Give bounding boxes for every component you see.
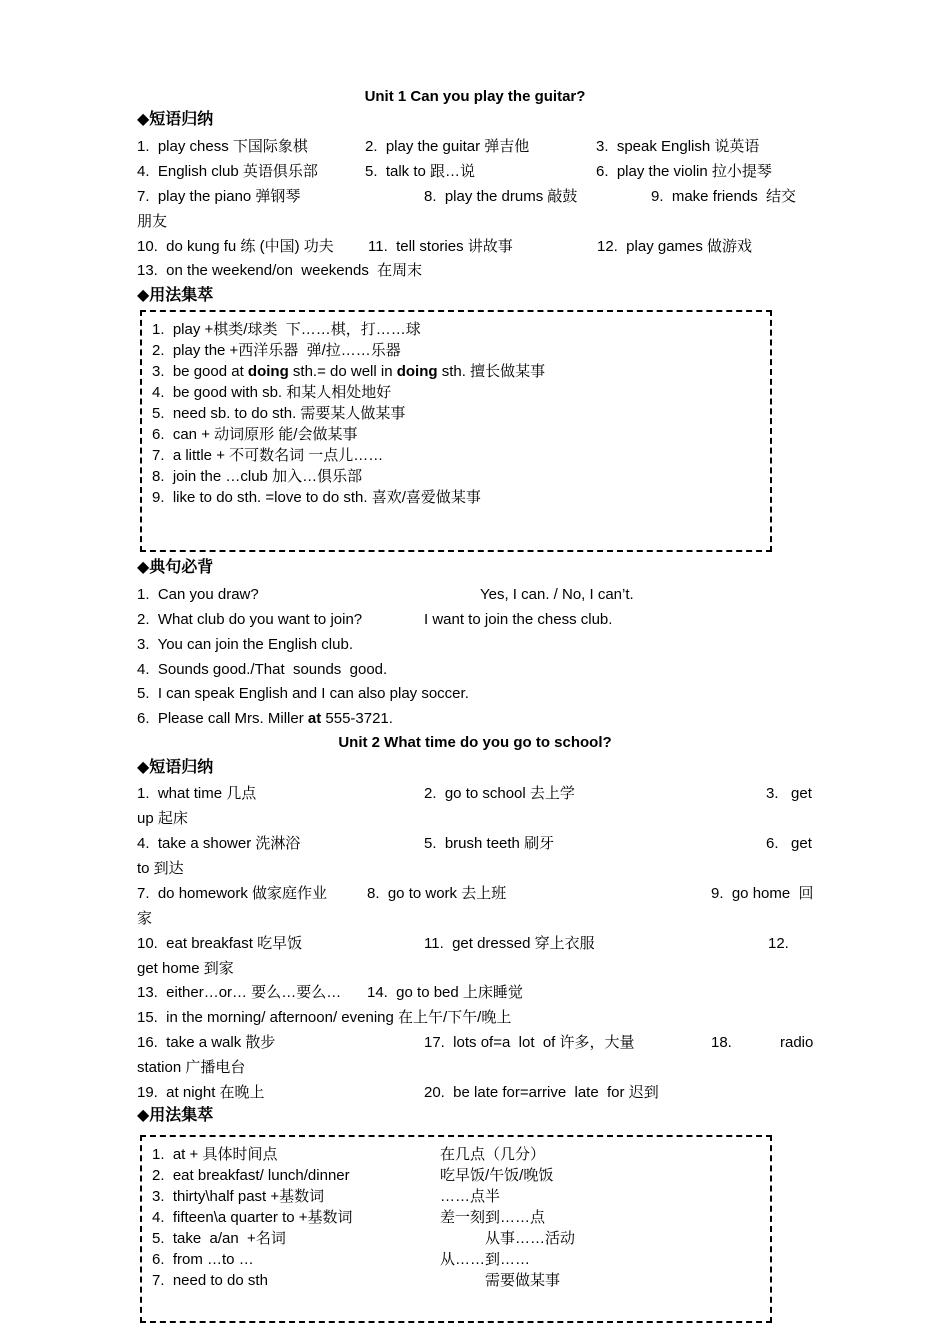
- phrase-item: 6. play the violin 拉小提琴: [596, 163, 772, 180]
- usage-meaning: ……点半: [440, 1188, 501, 1205]
- phrase-item: radio: [780, 1034, 814, 1051]
- sentence-part-bold: at: [307, 710, 322, 727]
- usage-item: 7. a little + 不可数名词 一点儿……: [152, 447, 384, 464]
- phrase-item: 3. get: [766, 785, 812, 802]
- usage-meaning: 从事……活动: [485, 1230, 576, 1247]
- usage-part-bold: doing: [396, 363, 438, 380]
- sentence-answer: Yes, I can. / No, I can’t.: [480, 586, 634, 603]
- sentence-item: [137, 709, 393, 729]
- phrase-item: 8. go to work 去上班: [367, 885, 507, 902]
- unit2-usage-header: ◆用法集萃: [137, 1107, 214, 1124]
- usage-part-bold: doing: [247, 363, 289, 380]
- sentence-part: 6. Please call Mrs. Miller: [137, 710, 308, 727]
- phrase-item: 14. go to bed 上床睡觉: [367, 984, 523, 1001]
- phrase-item: 1. what time 几点: [137, 785, 257, 802]
- phrase-item: 1. play chess 下国际象棋: [137, 138, 308, 155]
- phrase-continuation: up 起床: [137, 810, 188, 827]
- phrase-item: 12.: [768, 935, 789, 952]
- sentence-item: 3. You can join the English club.: [137, 636, 353, 653]
- phrase-item: 11. get dressed 穿上衣服: [424, 935, 595, 952]
- phrase-item: 10. eat breakfast 吃早饭: [137, 935, 303, 952]
- phrase-item: 15. in the morning/ afternoon/ evening 在上午/下午/晚上: [137, 1009, 512, 1026]
- phrase-item: 6. get: [766, 835, 812, 852]
- usage-item: 9. like to do sth. =love to do sth. 喜欢/喜爱做某事: [152, 489, 481, 506]
- phrase-item: 9. make friends 结交: [651, 188, 797, 205]
- phrase-item: 11. tell stories 讲故事: [368, 238, 513, 255]
- usage-item: 1. at + 具体时间点: [152, 1146, 278, 1163]
- phrase-continuation: 家: [137, 910, 153, 927]
- usage-item: 1. play +棋类/球类 下……棋，打……球: [152, 321, 421, 338]
- sentence-item: 5. I can speak English and I can also play soccer.: [137, 685, 469, 702]
- phrase-item: 16. take a walk 散步: [137, 1034, 276, 1051]
- sentence-part: 555-3721.: [321, 710, 393, 727]
- phrase-item: 8. play the drums 敲鼓: [424, 188, 578, 205]
- phrase-item: 20. be late for=arrive late for 迟到: [424, 1084, 659, 1101]
- phrase-item: 7. play the piano 弹钢琴: [137, 188, 301, 205]
- phrase-item: 3. speak English 说英语: [596, 138, 760, 155]
- unit1-title: Unit 1 Can you play the guitar?: [364, 88, 586, 105]
- unit1-phrases-header: ◆短语归纳: [137, 111, 214, 128]
- usage-item: 3. thirty\half past +基数词: [152, 1188, 325, 1205]
- usage-item: 6. can + 动词原形 能/会做某事: [152, 426, 358, 443]
- sentence-answer: I want to join the chess club.: [424, 611, 613, 628]
- phrase-continuation: get home 到家: [137, 960, 234, 977]
- unit2-phrases-header: ◆短语归纳: [137, 759, 214, 776]
- usage-item: [152, 362, 545, 382]
- phrase-item: 13. either…or… 要么…要么…: [137, 984, 342, 1001]
- phrase-item: 17. lots of=a lot of 许多，大量: [424, 1034, 635, 1051]
- phrase-item: 13. on the weekend/on weekends 在周末: [137, 262, 423, 279]
- usage-meaning: 需要做某事: [485, 1272, 561, 1289]
- phrase-item: 4. English club 英语俱乐部: [137, 163, 318, 180]
- phrase-item: 9. go home 回: [711, 885, 814, 902]
- usage-part: sth. 擅长做某事: [437, 363, 546, 380]
- phrase-continuation: 朋友: [137, 213, 168, 230]
- phrase-item: 4. take a shower 洗淋浴: [137, 835, 301, 852]
- usage-part: 3. be good at: [152, 363, 248, 380]
- phrase-continuation: to 到达: [137, 860, 184, 877]
- phrase-item: 7. do homework 做家庭作业: [137, 885, 328, 902]
- phrase-item: 2. play the guitar 弹吉他: [365, 138, 530, 155]
- usage-item: 5. need sb. to do sth. 需要某人做某事: [152, 405, 406, 422]
- usage-item: 8. join the …club 加入…俱乐部: [152, 468, 363, 485]
- unit2-title: Unit 2 What time do you go to school?: [338, 734, 612, 751]
- usage-item: 4. be good with sb. 和某人相处地好: [152, 384, 392, 401]
- usage-item: 2. play the +西洋乐器 弹/拉……乐器: [152, 342, 401, 359]
- usage-item: 2. eat breakfast/ lunch/dinner: [152, 1167, 350, 1184]
- phrase-continuation: station 广播电台: [137, 1059, 246, 1076]
- usage-meaning: 差一刻到……点: [440, 1209, 546, 1226]
- phrase-item: 12. play games 做游戏: [597, 238, 753, 255]
- usage-meaning: 吃早饭/午饭/晚饭: [440, 1167, 554, 1184]
- usage-item: 6. from …to …: [152, 1251, 254, 1268]
- usage-item: 4. fifteen\a quarter to +基数词: [152, 1209, 353, 1226]
- phrase-item: 10. do kung fu 练 (中国) 功夫: [137, 238, 334, 255]
- sentence-item: 4. Sounds good./That sounds good.: [137, 661, 388, 678]
- unit1-usage-header: ◆用法集萃: [137, 287, 214, 304]
- phrase-item: 5. talk to 跟…说: [365, 163, 476, 180]
- usage-part: sth.= do well in: [288, 363, 397, 380]
- usage-meaning: 从……到……: [440, 1251, 531, 1268]
- usage-meaning: 在几点（几分）: [440, 1146, 546, 1163]
- phrase-item: 18.: [711, 1034, 732, 1051]
- sentence-item: 2. What club do you want to join?: [137, 611, 363, 628]
- sentence-item: 1. Can you draw?: [137, 586, 259, 603]
- usage-item: 5. take a/an +名词: [152, 1230, 286, 1247]
- usage-item: 7. need to do sth: [152, 1272, 268, 1289]
- phrase-item: 2. go to school 去上学: [424, 785, 575, 802]
- phrase-item: 5. brush teeth 刷牙: [424, 835, 555, 852]
- phrase-item: 19. at night 在晚上: [137, 1084, 265, 1101]
- unit1-sentences-header: ◆典句必背: [137, 559, 214, 576]
